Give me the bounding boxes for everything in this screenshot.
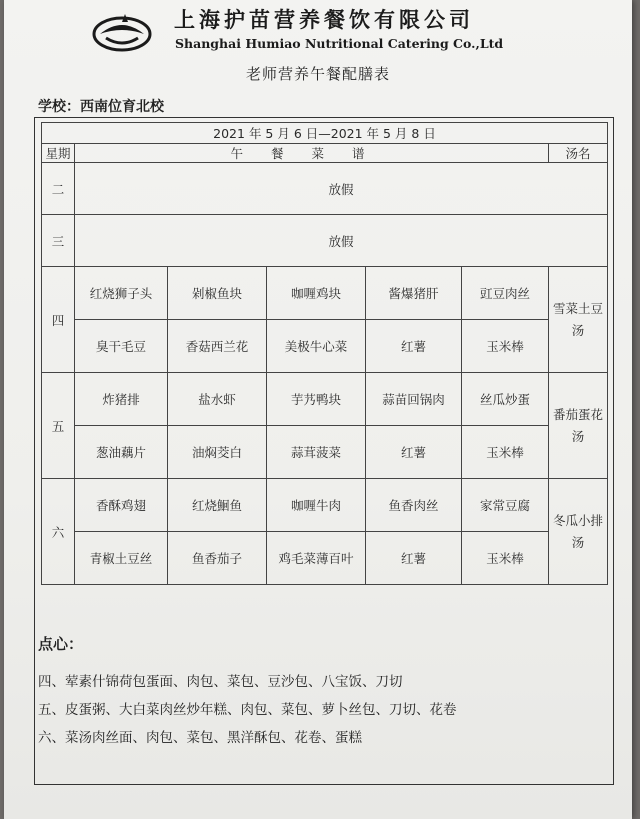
dish-cell: 蒜茸菠菜 bbox=[267, 426, 366, 479]
dish-cell: 鸡毛菜薄百叶 bbox=[267, 532, 366, 585]
company-name-cn: 上海护苗营养餐饮有限公司 bbox=[174, 7, 474, 32]
dish-cell: 红薯 bbox=[366, 532, 462, 585]
company-name-en: Shanghai Humiao Nutritional Catering Co.,Ltd bbox=[175, 36, 504, 51]
day-row-friday-2 bbox=[42, 426, 608, 479]
day-row-saturday bbox=[42, 479, 608, 532]
snack-line-friday: 五、皮蛋粥、大白菜肉丝炒年糕、肉包、菜包、萝卜丝包、刀切、花卷 bbox=[38, 702, 457, 718]
dish-cell: 盐水虾 bbox=[168, 373, 267, 426]
dish-cell: 油焖茭白 bbox=[168, 426, 267, 479]
school-label: 学校：西南位育北校 bbox=[38, 99, 164, 115]
dish-cell: 红薯 bbox=[366, 320, 462, 373]
dish-cell: 香酥鸡翅 bbox=[75, 479, 168, 532]
date-row bbox=[42, 123, 608, 144]
dish-cell: 红烧狮子头 bbox=[75, 267, 168, 320]
dish-cell: 玉米棒 bbox=[462, 320, 549, 373]
dish-cell: 臭干毛豆 bbox=[75, 320, 168, 373]
dish-cell: 红烧鮰鱼 bbox=[168, 479, 267, 532]
dish-cell: 鱼香茄子 bbox=[168, 532, 267, 585]
soup-cell: 雪菜土豆汤 bbox=[549, 267, 608, 373]
snacks-title: 点心： bbox=[38, 635, 84, 653]
snack-line-thursday: 四、荤素什锦荷包蛋面、肉包、菜包、豆沙包、八宝饭、刀切 bbox=[38, 674, 403, 690]
soup-cell: 冬瓜小排汤 bbox=[549, 479, 608, 585]
dish-cell: 鱼香肉丝 bbox=[366, 479, 462, 532]
dishes-header: 午餐菜谱 bbox=[75, 144, 549, 163]
lunch-menu-table bbox=[41, 122, 608, 585]
day-row-tuesday bbox=[42, 163, 608, 215]
dish-cell: 丝瓜炒蛋 bbox=[462, 373, 549, 426]
holiday-cell: 放假 bbox=[75, 163, 608, 215]
weekday-header: 星期 bbox=[42, 144, 75, 163]
dish-cell: 蒜苗回锅肉 bbox=[366, 373, 462, 426]
day-row-thursday-2 bbox=[42, 320, 608, 373]
dish-cell: 豇豆肉丝 bbox=[462, 267, 549, 320]
company-logo-icon bbox=[92, 12, 152, 52]
dish-cell: 炸猪排 bbox=[75, 373, 168, 426]
date-range: 2021 年 5 月 6 日—2021 年 5 月 8 日 bbox=[42, 123, 608, 144]
day-row-wednesday bbox=[42, 215, 608, 267]
dish-cell: 红薯 bbox=[366, 426, 462, 479]
header-row bbox=[42, 144, 608, 163]
weekday-label: 三 bbox=[42, 215, 75, 267]
weekday-label: 四 bbox=[42, 267, 75, 373]
dish-cell: 剁椒鱼块 bbox=[168, 267, 267, 320]
holiday-cell: 放假 bbox=[75, 215, 608, 267]
dish-cell: 酱爆猪肝 bbox=[366, 267, 462, 320]
dish-cell: 芋艿鸭块 bbox=[267, 373, 366, 426]
document-title: 老师营养午餐配膳表 bbox=[245, 65, 390, 83]
day-row-thursday bbox=[42, 267, 608, 320]
dish-cell: 咖喱牛肉 bbox=[267, 479, 366, 532]
dish-cell: 家常豆腐 bbox=[462, 479, 549, 532]
day-row-saturday-2 bbox=[42, 532, 608, 585]
dish-cell: 玉米棒 bbox=[462, 532, 549, 585]
dish-cell: 咖喱鸡块 bbox=[267, 267, 366, 320]
dish-cell: 美极牛心菜 bbox=[267, 320, 366, 373]
soup-header: 汤名 bbox=[549, 144, 608, 163]
weekday-label: 六 bbox=[42, 479, 75, 585]
dish-cell: 青椒土豆丝 bbox=[75, 532, 168, 585]
weekday-label: 五 bbox=[42, 373, 75, 479]
snacks-section bbox=[38, 633, 598, 752]
dish-cell: 香菇西兰花 bbox=[168, 320, 267, 373]
dish-cell: 玉米棒 bbox=[462, 426, 549, 479]
soup-cell: 番茄蛋花汤 bbox=[549, 373, 608, 479]
menu-sheet bbox=[4, 0, 632, 819]
weekday-label: 二 bbox=[42, 163, 75, 215]
dish-cell: 葱油藕片 bbox=[75, 426, 168, 479]
snack-line-saturday: 六、菜汤肉丝面、肉包、菜包、黑洋酥包、花卷、蛋糕 bbox=[38, 730, 362, 746]
day-row-friday bbox=[42, 373, 608, 426]
